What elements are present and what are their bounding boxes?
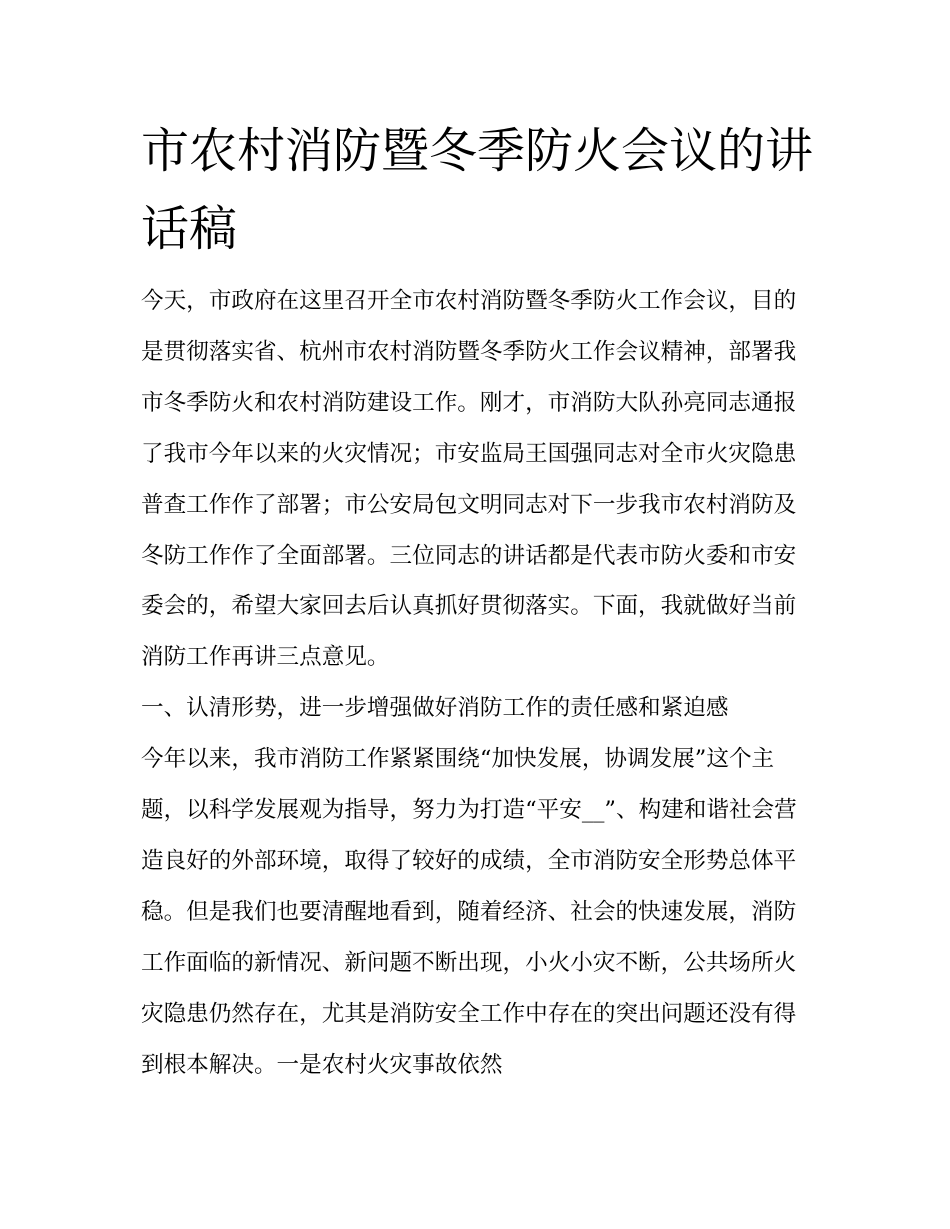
paragraph-situation: 今年以来，我市消防工作紧紧围绕“加快发展，协调发展”这个主题，以科学发展观为指导，努力为打造“平安__”、构建和谐社会营造良好的外部环境，取得了较好的成绩，全市消防安全形势总体平稳。但是我们也要清醒地看到，随着经济、社会的快速发展，消防工作面临的新情况、新问题不断出现，小火小灾不断，公共场所火灾隐患仍然存在，尤其是消防安全工作中存在的突出问题还没有得到根本解决。一是农村火灾事故依然: [141, 746, 797, 1078]
paragraph-intro: 今天，市政府在这里召开全市农村消防暨冬季防火工作会议，目的是贯彻落实省、杭州市农村消防暨冬季防火工作会议精神，部署我市冬季防火和农村消防建设工作。刚才，市消防大队孙亮同志通报了我市今年以来的火灾情况；市安监局王国强同志对全市火灾隐患普查工作作了部署；市公安局包文明同志对下一步我市农村消防及冬防工作作了全面部署。三位同志的讲话都是代表市防火委和市安委会的，希望大家回去后认真抓好贯彻落实。下面，我就做好当前消防工作再讲三点意见。: [141, 288, 797, 671]
document-body: [141, 276, 813, 1091]
section-heading-1: 一、认清形势，进一步增强做好消防工作的责任感和紧迫感: [141, 695, 729, 722]
document-title: 市农村消防暨冬季防火会议的讲话稿: [141, 123, 814, 257]
